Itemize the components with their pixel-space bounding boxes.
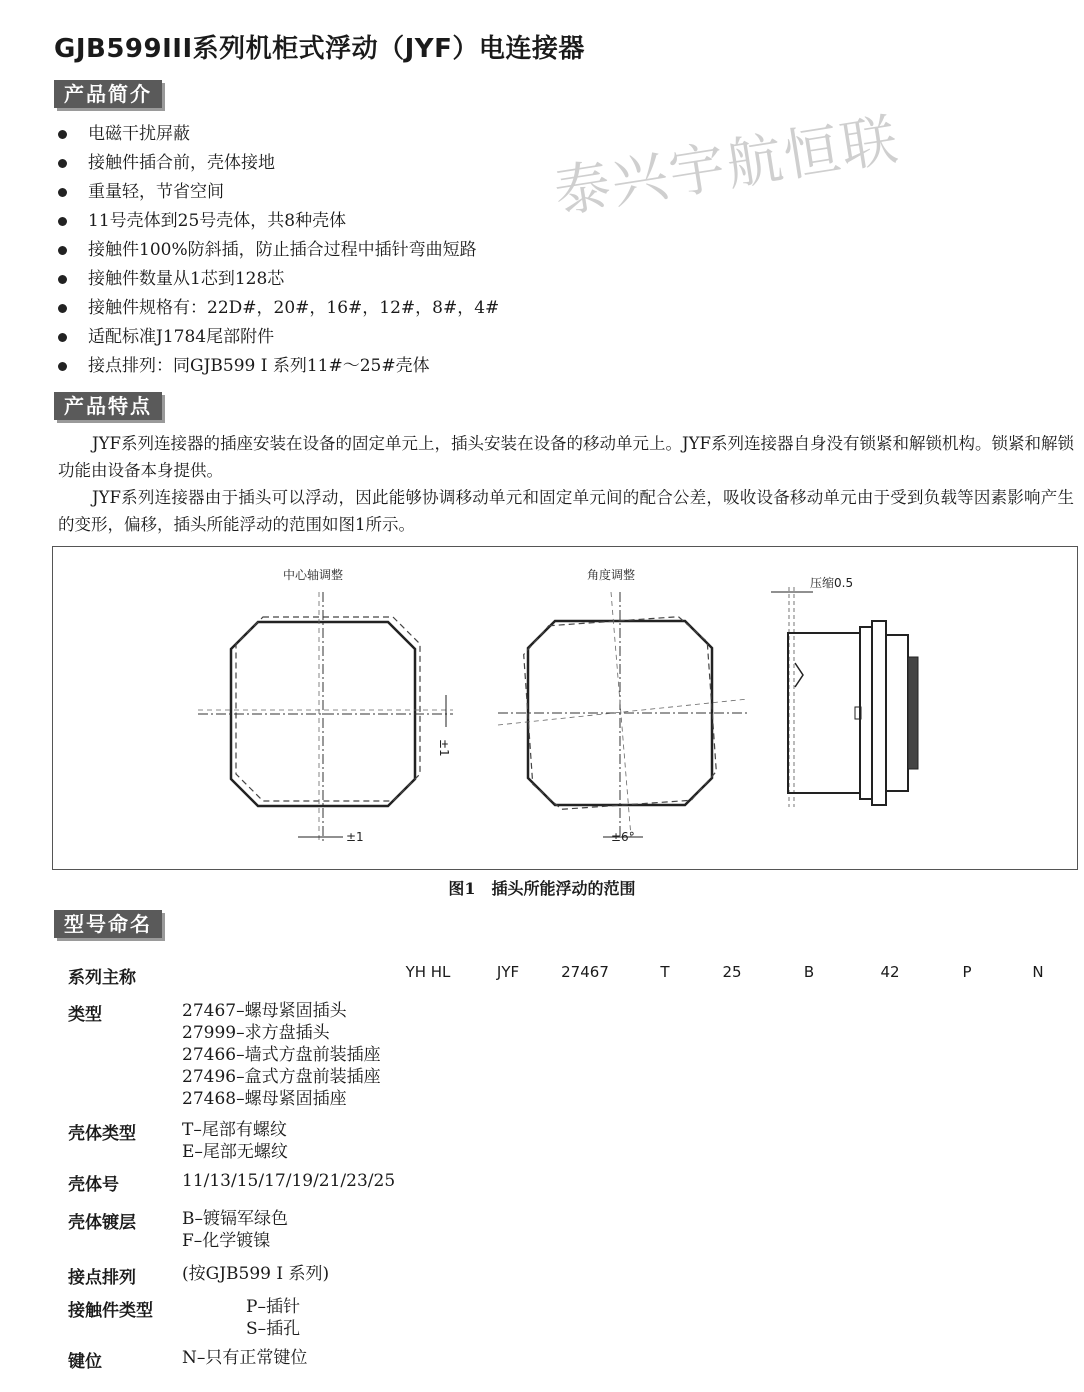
section-heading-naming: 型号命名 — [54, 910, 162, 938]
def-label-plating: 壳体镀层 — [68, 1213, 136, 1233]
list-item: 11号壳体到25号壳体，共8种壳体 — [54, 207, 674, 236]
list-item: 重量轻，节省空间 — [54, 178, 674, 207]
code-segment: N — [1032, 963, 1044, 981]
tol-v-label: ±1 — [437, 739, 451, 757]
def-line: F–化学镀镍 — [182, 1231, 271, 1251]
def-label-shell-size: 壳体号 — [68, 1175, 119, 1195]
list-item: 接触件规格有：22D#，20#，16#，12#，8#，4# — [54, 294, 674, 323]
tol-h-label: ±1 — [346, 830, 364, 844]
tol-angle-label: ±6° — [611, 830, 635, 844]
float-range-diagram — [53, 547, 1077, 869]
def-line: S–插孔 — [246, 1319, 301, 1339]
angle-tilt-v — [611, 592, 631, 837]
float-range-figure — [52, 546, 1078, 870]
receptacle-body — [886, 635, 908, 791]
def-label-arrangement: 接点排列 — [68, 1268, 136, 1288]
list-item: 接点排列：同GJB599 I 系列11#～25#壳体 — [54, 352, 674, 381]
def-line: 11/13/15/17/19/21/23/25 — [182, 1171, 396, 1191]
angle-tilt-h — [498, 699, 748, 725]
watermark: 泰兴宇航恒联 — [549, 107, 904, 227]
code-segment: JYF — [496, 963, 520, 981]
def-line: 27496–盒式方盘前装插座 — [182, 1067, 381, 1087]
page-title: GJB599III系列机柜式浮动（JYF）电连接器 — [54, 34, 585, 64]
plug-notch — [795, 663, 803, 687]
code-segment: 25 — [722, 963, 742, 981]
code-segment: 27467 — [561, 963, 609, 981]
feature-paragraph-2: JYF系列连接器由于插头可以浮动，因此能够协调移动单元和固定单元间的配合公差，吸收设备移动单元由于受到负载等因素影响产生的变形，偏移，插头所能浮动的范围如图1所示。 — [58, 488, 1074, 534]
label-compress: 压缩0.5 — [810, 576, 854, 590]
list-item: 接触件数量从1芯到128芯 — [54, 265, 674, 294]
code-segment: 42 — [880, 963, 900, 981]
contact-insert — [908, 657, 918, 769]
label-center-axis: 中心轴调整 — [282, 568, 344, 582]
series-label: 系列主称 — [68, 968, 136, 988]
def-label-contact-type: 接触件类型 — [68, 1301, 153, 1321]
label-angle: 角度调整 — [586, 568, 636, 582]
list-item: 适配标准J1784尾部附件 — [54, 323, 674, 352]
def-line: T–尾部有螺纹 — [182, 1120, 287, 1140]
def-line: B–镀镉军绿色 — [182, 1209, 288, 1229]
def-line: 27467–螺母紧固插头 — [182, 1001, 347, 1021]
plug-body — [788, 633, 860, 793]
flange-1 — [860, 627, 872, 799]
def-line: 27468–螺母紧固插座 — [182, 1089, 347, 1109]
code-segment: P — [962, 963, 972, 981]
part-number-row — [0, 963, 1084, 987]
def-line: N–只有正常键位 — [182, 1348, 308, 1368]
plug-outline-shifted — [236, 617, 420, 801]
code-segment: B — [803, 963, 815, 981]
def-label-shell-type: 壳体类型 — [68, 1124, 136, 1144]
section-heading-intro: 产品简介 — [54, 80, 162, 108]
feature-paragraph-1: JYF系列连接器的插座安装在设备的固定单元上，插头安装在设备的移动单元上。JYF系列连接器自身没有锁紧和解锁机构。锁紧和解锁功能由设备本身提供。 — [58, 434, 1074, 480]
code-segment: T — [660, 963, 670, 981]
def-line: P–插针 — [246, 1297, 300, 1317]
def-label-type: 类型 — [68, 1005, 102, 1025]
section-heading-features: 产品特点 — [54, 392, 162, 420]
list-item: 接触件100%防斜插，防止插合过程中插针弯曲短路 — [54, 236, 674, 265]
def-label-keying: 键位 — [68, 1352, 102, 1372]
flange-2 — [872, 621, 886, 805]
def-line: 27999–求方盘插头 — [182, 1023, 330, 1043]
def-line: (按GJB599 I 系列) — [182, 1264, 330, 1284]
list-item: 电磁干扰屏蔽 — [54, 120, 674, 149]
code-segment: YH HL — [405, 963, 451, 981]
list-item: 接触件插合前，壳体接地 — [54, 149, 674, 178]
def-line: 27466–墙式方盘前装插座 — [182, 1045, 381, 1065]
figure-caption: 图1 插头所能浮动的范围 — [448, 879, 636, 898]
def-line: E–尾部无螺纹 — [182, 1142, 288, 1162]
